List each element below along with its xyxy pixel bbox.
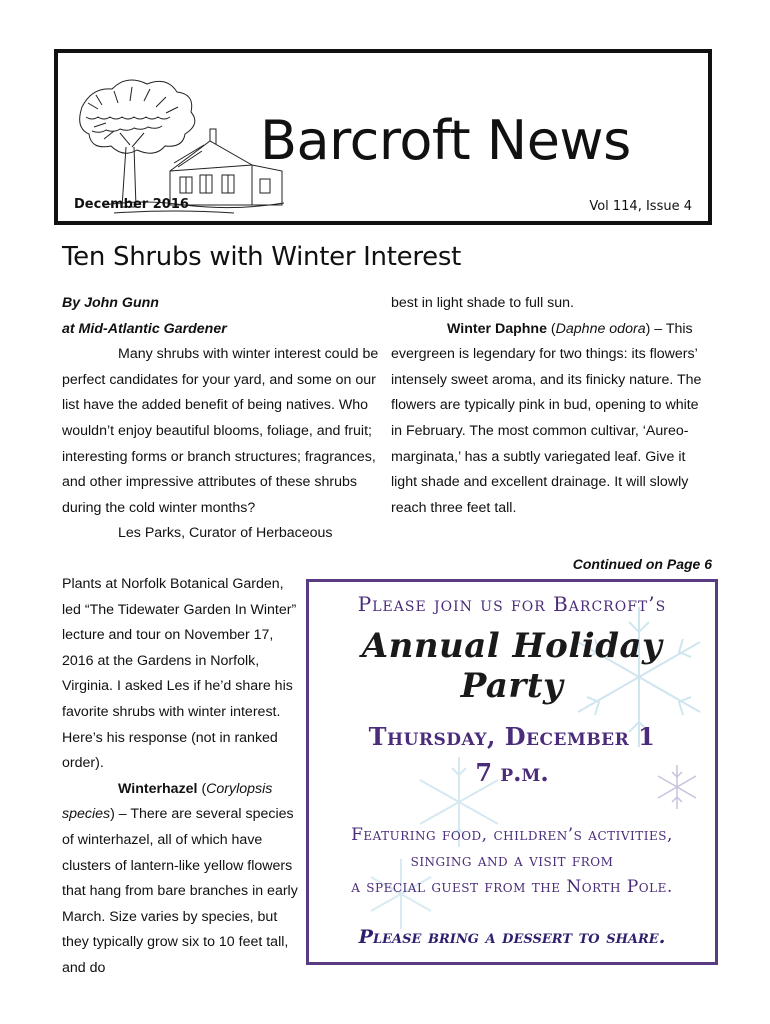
issue-date: December 2016 (74, 197, 189, 212)
shrub-latin-name: Daphne odora (555, 320, 646, 337)
issue-number: Vol 114, Issue 4 (589, 199, 692, 214)
shrub-description: – There are several species of winterhazel, all of which have clusters of lantern-like yellow flowers that hang from bare branches in early March. Size varies by species, but they typically grow six to 10 feet tall, and do (62, 806, 298, 976)
party-feature-line: singing and a visit from (410, 851, 614, 871)
shrub-entry: Winter Daphne (Daphne odora) – This evergreen is legendary for two things: its flowers’ intensely sweet aroma, and its finicky nature. The flowers are typically pink in bud, opening to white in February. The most common cultivar, ‘Aureo-marginata,’ has a subtly variegated leaf. Give it light shade and excellent drainage. It will slowly reach three feet tall. (391, 320, 702, 516)
article-column-1-wrap (62, 572, 306, 982)
article-source: at Mid-Atlantic Gardener (62, 320, 227, 337)
shrub-latin-name: Corylopsis species (62, 780, 273, 823)
party-features (309, 822, 715, 900)
party-title: Annual Holiday Party (361, 626, 663, 706)
article-author: By John Gunn (62, 295, 159, 311)
article-paragraph: Les Parks, Curator of Herbaceous (118, 525, 333, 542)
article-paragraph: Many shrubs with winter interest could be perfect candidates for your yard, and some on our list have the added benefit of being natives. Who wouldn’t enjoy beautiful blooms, foliage, and fruit; interesting forms or branch structures; fragrances, and other impressive attributes of these shrubs during the cold winter months? (62, 346, 379, 516)
article-column-2 (391, 291, 713, 521)
party-feature-line: Featuring food, children’s activities, (351, 825, 673, 845)
masthead (54, 49, 712, 225)
article-column-1 (62, 291, 382, 547)
continued-link[interactable]: Continued on Page 6 (572, 556, 712, 572)
shrub-entry: Winterhazel (Corylopsis species) – There are several species of winterhazel, all of which have clusters of lantern-like yellow flowers that hang from bare branches in early March. Size varies by species, but they typically grow six to 10 feet tall, and do (62, 780, 298, 976)
holiday-party-box (306, 579, 718, 965)
shrub-name: Winter Daphne (447, 320, 547, 337)
party-feature-line: a special guest from the North Pole. (351, 877, 673, 897)
party-time: 7 p.m. (475, 758, 549, 787)
shrub-description: – This evergreen is legendary for two things: its flowers’ intensely sweet aroma, and its finicky nature. The flowers are typically pink in bud, opening to white in February. The most common cultivar, ‘Aureo-marginata,’ has a subtly variegated leaf. Give it light shade and excellent drainage. It will slowly reach three feet tall. (391, 320, 702, 516)
newsletter-title: Barcroft News (260, 109, 631, 172)
party-dessert-note: Please bring a dessert to share. (358, 926, 666, 948)
article-paragraph: Plants at Norfolk Botanical Garden, led “The Tidewater Garden In Winter” lecture and tour on November 17, 2016 at the Gardens in Norfolk, Virginia. I asked Les if he’d share his favorite shrubs with winter interest. Here’s his response (not in ranked order). (62, 576, 297, 772)
party-invite: Please join us for Barcroft’s (357, 592, 667, 616)
shrub-name: Winterhazel (118, 780, 198, 797)
article-headline: Ten Shrubs with Winter Interest (62, 242, 461, 272)
article-paragraph: best in light shade to full sun. (391, 295, 574, 311)
party-date: Thursday, December 1 (368, 722, 656, 751)
